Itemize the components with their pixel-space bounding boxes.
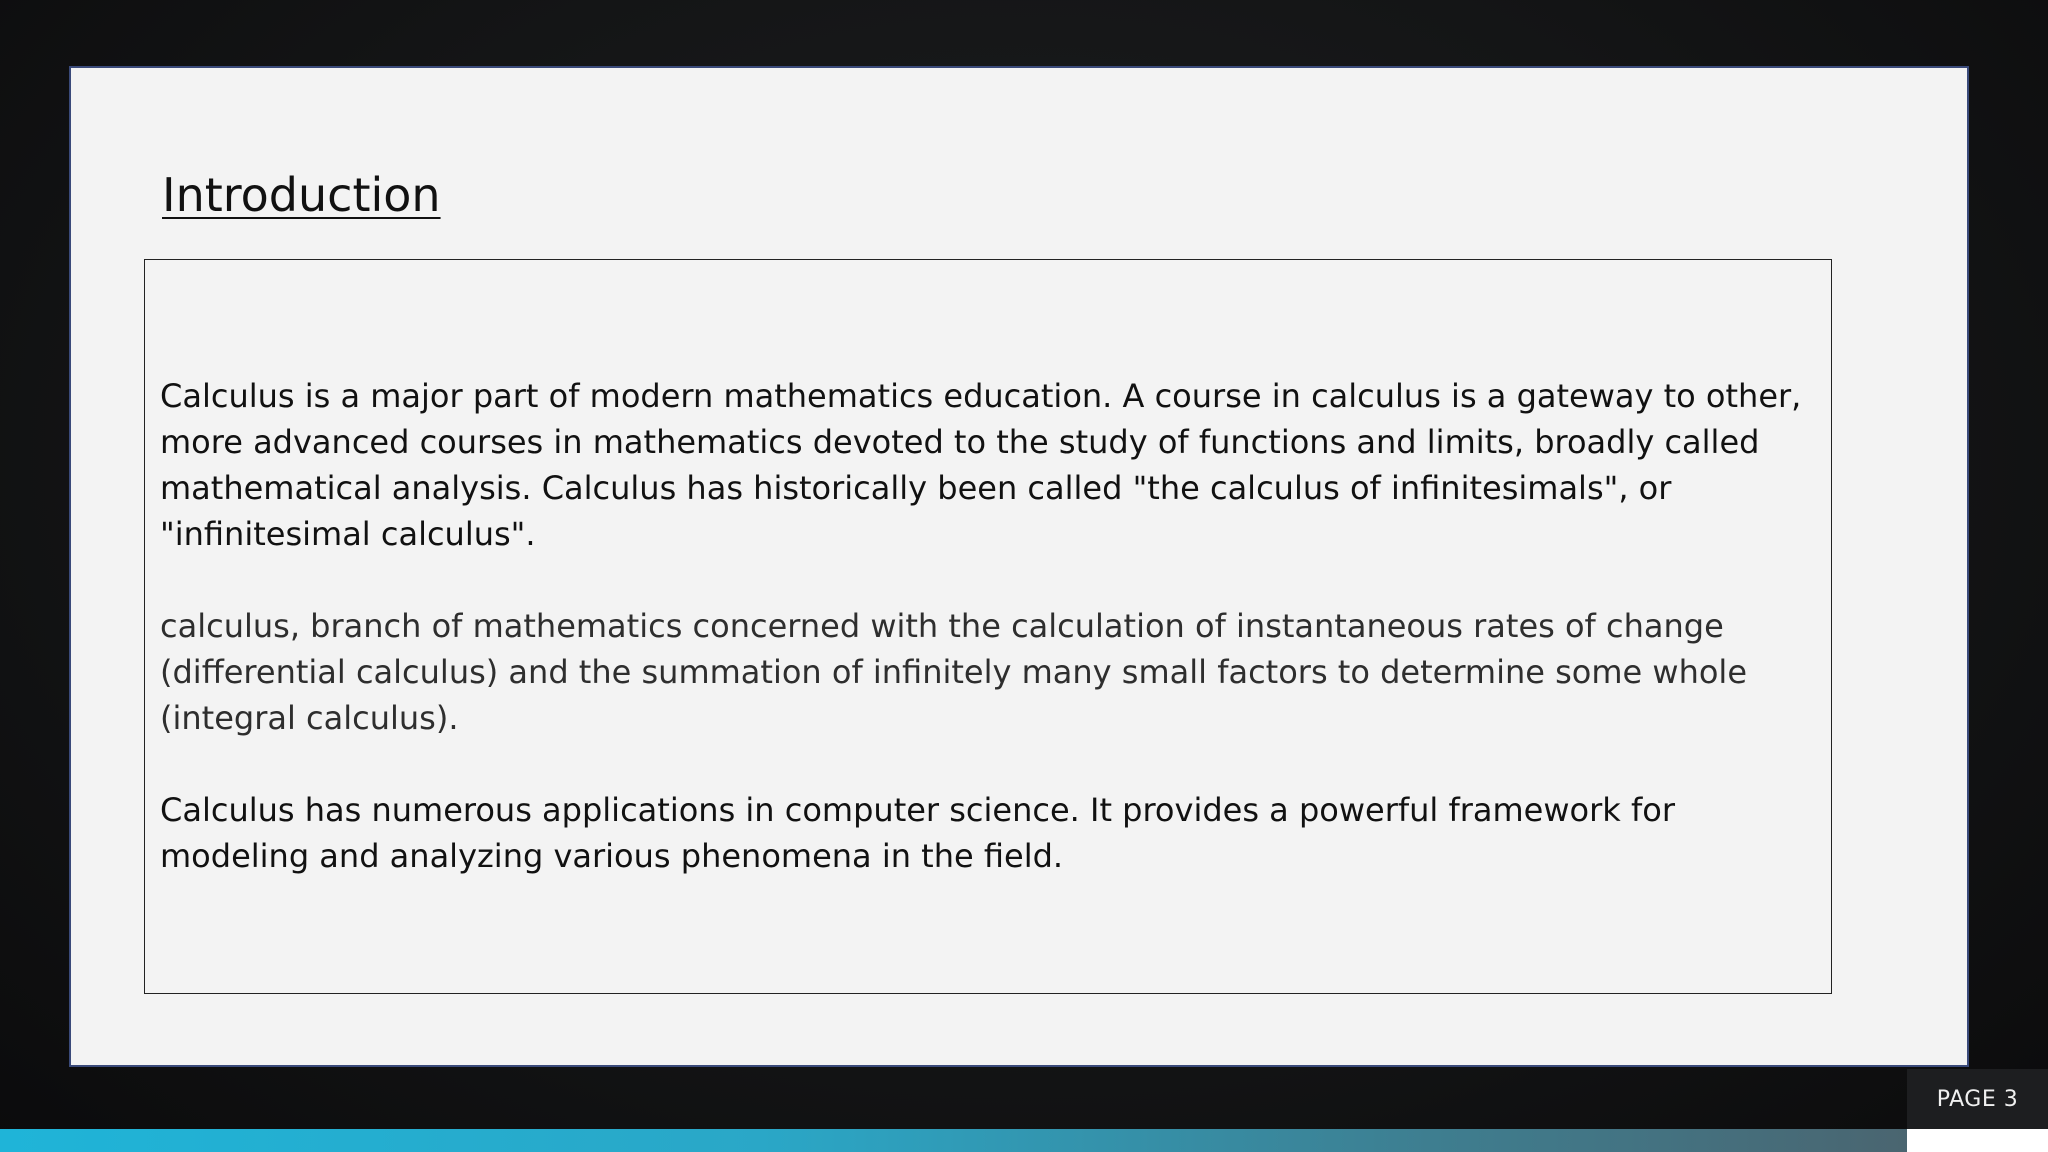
accent-bar xyxy=(0,1129,1907,1152)
paragraph-intro: Calculus is a major part of modern mathematics education. A course in calculus is a gateway to other, more advanced courses in mathematics devoted to the study of functions and limits, broadly called mathematical analysis. Calculus has historically been called "the calculus of infinitesimals", or "infinitesimal calculus". xyxy=(160,377,1802,553)
slide-panel xyxy=(69,66,1969,1067)
paragraph-applications: Calculus has numerous applications in computer science. It provides a powerful framework for modeling and analyzing various phenomena in the field. xyxy=(160,791,1675,875)
footer-corner-block xyxy=(1907,1129,2048,1152)
paragraph-definition: calculus, branch of mathematics concerned with the calculation of instantaneous rates of change (differential calculus) and the summation of infinitely many small factors to determine some whole (integral calculus). xyxy=(160,607,1747,737)
slide-title: Introduction xyxy=(162,168,441,222)
page-number-label: PAGE 3 xyxy=(1907,1069,2048,1129)
content-box xyxy=(144,259,1832,994)
